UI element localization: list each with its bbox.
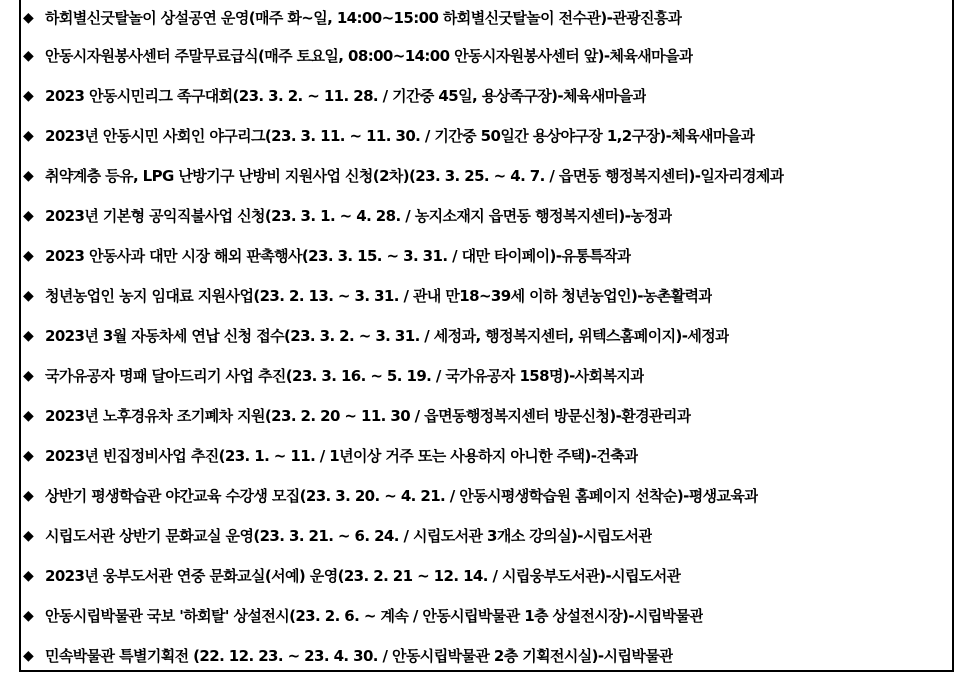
list-item [23, 116, 953, 156]
list-item [23, 156, 953, 196]
list-item-text: 국가유공자 명패 달아드리기 사업 추진(23. 3. 16. ~ 5. 19. / 국가유공자 158명)-사회복지과 [45, 367, 645, 385]
list-item-text: 2023년 웅부도서관 연중 문화교실(서예) 운영(23. 2. 21 ~ 12. 14. / 시립웅부도서관)-시립도서관 [45, 567, 681, 585]
list-item [23, 516, 953, 556]
list-item [23, 396, 953, 436]
diamond-bullet-icon: ◆ [23, 88, 34, 104]
list-item [23, 76, 953, 116]
list-item [23, 196, 953, 236]
diamond-bullet-icon: ◆ [23, 408, 34, 424]
list-item [23, 556, 953, 596]
list-item [23, 276, 953, 316]
list-item-text: 2023년 노후경유차 조기폐차 지원(23. 2. 20 ~ 11. 30 / 읍면동행정복지센터 방문신청)-환경관리과 [45, 407, 691, 425]
list-item-text: 상반기 평생학습관 야간교육 수강생 모집(23. 3. 20. ~ 4. 21. / 안동시평생학습원 홈페이지 선착순)-평생교육과 [45, 487, 759, 505]
diamond-bullet-icon: ◆ [23, 328, 34, 344]
list-item-text: 하회별신굿탈놀이 상설공연 운영(매주 화~일, 14:00~15:00 하회별신굿탈놀이 전수관)-관광진흥과 [45, 9, 682, 27]
diamond-bullet-icon: ◆ [23, 448, 34, 464]
list-item-text: 민속박물관 특별기획전 (22. 12. 23. ~ 23. 4. 30. / 안동시립박물관 2층 기획전시실)-시립박물관 [45, 647, 674, 665]
list-item [23, 36, 953, 76]
list-item [23, 596, 953, 636]
list-item [23, 236, 953, 276]
list-item [23, 436, 953, 476]
list-item-text: 2023 안동사과 대만 시장 해외 판촉행사(23. 3. 15. ~ 3. 31. / 대만 타이페이)-유통특작과 [45, 247, 631, 265]
diamond-bullet-icon: ◆ [23, 368, 34, 384]
diamond-bullet-icon: ◆ [23, 608, 34, 624]
list-item [23, 476, 953, 516]
diamond-bullet-icon: ◆ [23, 288, 34, 304]
diamond-bullet-icon: ◆ [23, 528, 34, 544]
diamond-bullet-icon: ◆ [23, 208, 34, 224]
list-item-text: 안동시립박물관 국보 '하회탈' 상설전시(23. 2. 6. ~ 계속 / 안동시립박물관 1층 상설전시장)-시립박물관 [45, 607, 704, 625]
list-item [23, 0, 953, 36]
list-item [23, 316, 953, 356]
event-list [23, 0, 953, 676]
diamond-bullet-icon: ◆ [23, 488, 34, 504]
list-item-text: 2023 안동시민리그 족구대회(23. 3. 2. ~ 11. 28. / 기간중 45일, 용상족구장)-체육새마을과 [45, 87, 647, 105]
diamond-bullet-icon: ◆ [23, 10, 34, 26]
diamond-bullet-icon: ◆ [23, 648, 34, 664]
list-item-text: 청년농업인 농지 임대료 지원사업(23. 2. 13. ~ 3. 31. / 관내 만18~39세 이하 청년농업인)-농촌활력과 [45, 287, 713, 305]
diamond-bullet-icon: ◆ [23, 248, 34, 264]
diamond-bullet-icon: ◆ [23, 168, 34, 184]
list-item-text: 취약계층 등유, LPG 난방기구 난방비 지원사업 신청(2차)(23. 3. 25. ~ 4. 7. / 읍면동 행정복지센터)-일자리경제과 [45, 167, 784, 185]
list-item-text: 2023년 3월 자동차세 연납 신청 접수(23. 3. 2. ~ 3. 31. / 세정과, 행정복지센터, 위텍스홈페이지)-세정과 [45, 327, 730, 345]
list-item-text: 2023년 안동시민 사회인 야구리그(23. 3. 11. ~ 11. 30. / 기간중 50일간 용상야구장 1,2구장)-체육새마을과 [45, 127, 755, 145]
diamond-bullet-icon: ◆ [23, 48, 34, 64]
diamond-bullet-icon: ◆ [23, 568, 34, 584]
list-item-text: 시립도서관 상반기 문화교실 운영(23. 3. 21. ~ 6. 24. / 시립도서관 3개소 강의실)-시립도서관 [45, 527, 653, 545]
list-item [23, 356, 953, 396]
list-item-text: 2023년 빈집정비사업 추진(23. 1. ~ 11. / 1년이상 거주 또는 사용하지 아니한 주택)-건축과 [45, 447, 639, 465]
list-item-text: 2023년 기본형 공익직불사업 신청(23. 3. 1. ~ 4. 28. / 농지소재지 읍면동 행정복지센터)-농정과 [45, 207, 672, 225]
list-item [23, 636, 953, 676]
list-item-text: 안동시자원봉사센터 주말무료급식(매주 토요일, 08:00~14:00 안동시자원봉사센터 앞)-체육새마을과 [45, 47, 693, 65]
diamond-bullet-icon: ◆ [23, 128, 34, 144]
